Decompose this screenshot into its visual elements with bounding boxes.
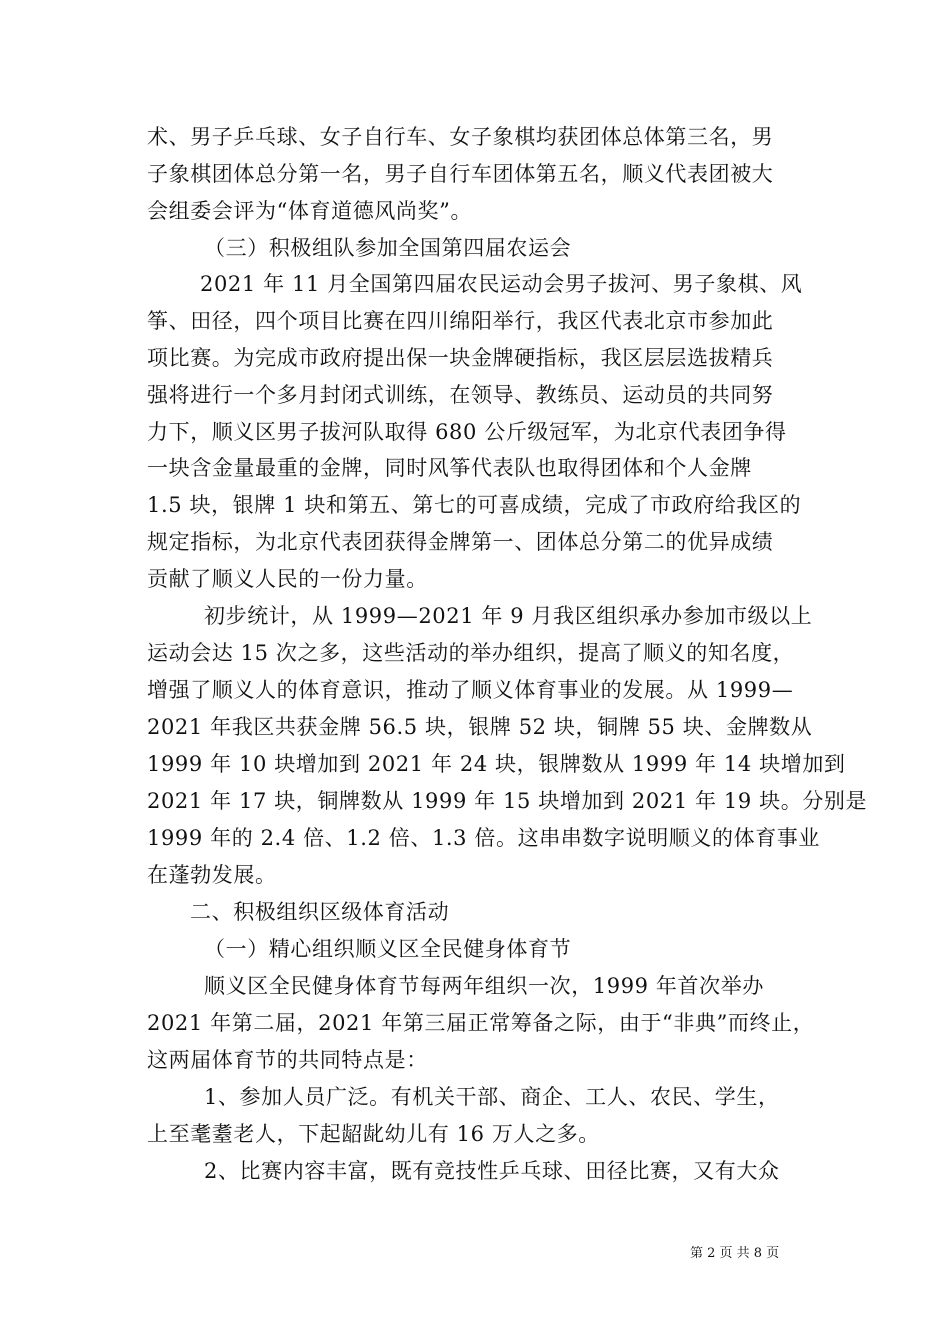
text-line: 规定指标，为北京代表团获得金牌第一、团体总分第二的优异成绩 — [147, 530, 774, 554]
text-line: 贡献了顺义人民的一份力量。 — [147, 567, 428, 591]
text-line: 2021 年 17 块，铜牌数从 1999 年 15 块增加到 2021 年 19 块。分别是 — [147, 789, 868, 813]
text-line: 在蓬勃发展。 — [147, 863, 277, 887]
text-line: 一块含金量最重的金牌，同时风筝代表队也取得团体和个人金牌 — [147, 456, 752, 480]
text-line: 术、男子乒乓球、女子自行车、女子象棋均获团体总体第三名，男 — [147, 125, 774, 149]
section-heading: （一）精心组织顺义区全民健身体育节 — [204, 937, 572, 961]
text-line: 项比赛。为完成市政府提出保一块金牌硬指标，我区层层选拔精兵 — [147, 346, 774, 370]
text-line: 运动会达 15 次之多，这些活动的举办组织，提高了顺义的知名度， — [147, 641, 795, 665]
text-line: 1999 年 10 块增加到 2021 年 24 块，银牌数从 1999 年 14 块增加到 — [147, 752, 846, 776]
text-line: 上至耄耋老人，下起龆龀幼儿有 16 万人之多。 — [147, 1122, 600, 1146]
text-line: 2021 年 11 月全国第四届农民运动会男子拔河、男子象棋、风 — [200, 272, 803, 296]
text-line: 增强了顺义人的体育意识，推动了顺义体育事业的发展。从 1999— — [147, 678, 794, 702]
text-line: 2021 年第二届，2021 年第三届正常筹备之际，由于“非典”而终止， — [147, 1011, 815, 1035]
text-line: 筝、田径，四个项目比赛在四川绵阳举行，我区代表北京市参加此 — [147, 309, 774, 333]
text-line: 子象棋团体总分第一名，男子自行车团体第五名，顺义代表团被大 — [147, 162, 774, 186]
text-line: 初步统计，从 1999—2021 年 9 月我区组织承办参加市级以上 — [204, 604, 813, 628]
text-line: 1999 年的 2.4 倍、1.2 倍、1.3 倍。这串串数字说明顺义的体育事业 — [147, 826, 821, 850]
text-line: 顺义区全民健身体育节每两年组织一次，1999 年首次举办 — [204, 974, 764, 998]
text-line: 强将进行一个多月封闭式训练，在领导、教练员、运动员的共同努 — [147, 383, 774, 407]
text-line: 会组委会评为“体育道德风尚奖”。 — [147, 199, 473, 223]
text-line: 2021 年我区共获金牌 56.5 块，银牌 52 块，铜牌 55 块、金牌数从 — [147, 715, 813, 739]
text-line: 这两届体育节的共同特点是： — [147, 1048, 428, 1072]
section-heading: （三）积极组队参加全国第四届农运会 — [204, 236, 572, 260]
section-heading: 二、积极组织区级体育活动 — [190, 900, 450, 924]
page-indicator: 第 2 页 共 8 页 — [690, 1246, 780, 1261]
text-line: 1、参加人员广泛。有机关干部、商企、工人、农民、学生， — [204, 1085, 780, 1109]
text-line: 1.5 块，银牌 1 块和第五、第七的可喜成绩，完成了市政府给我区的 — [147, 493, 802, 517]
text-line: 2、比赛内容丰富，既有竞技性乒乓球、田径比赛，又有大众 — [204, 1159, 780, 1183]
text-line: 力下，顺义区男子拔河队取得 680 公斤级冠军，为北京代表团争得 — [147, 420, 787, 444]
